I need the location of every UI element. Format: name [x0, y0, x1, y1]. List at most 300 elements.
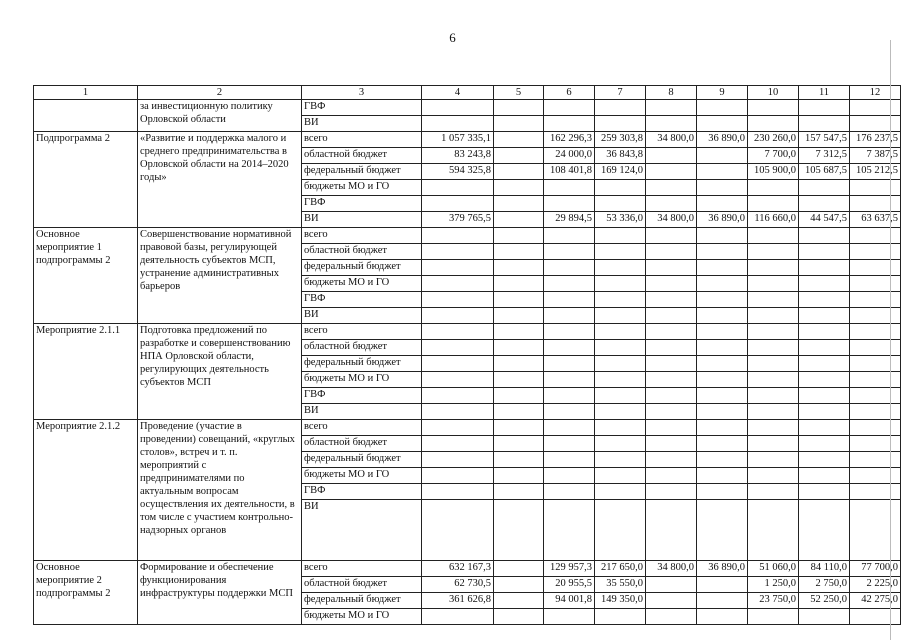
amount-cell — [799, 468, 850, 484]
amount-cell — [422, 340, 494, 356]
amount-cell — [748, 116, 799, 132]
table-row — [34, 100, 901, 116]
amount-cell — [494, 561, 544, 577]
header-row — [34, 86, 901, 100]
amount-cell — [850, 404, 901, 420]
amount-cell — [422, 180, 494, 196]
amount-cell — [595, 276, 646, 292]
amount-cell — [494, 609, 544, 625]
funding-source: федеральный бюджет — [302, 260, 422, 276]
amount-cell — [494, 500, 544, 561]
column-header-5: 5 — [494, 86, 544, 100]
amount-cell — [748, 372, 799, 388]
amount-cell — [646, 308, 697, 324]
amount-cell — [544, 609, 595, 625]
funding-source: бюджеты МО и ГО — [302, 276, 422, 292]
program-name: Мероприятие 2.1.2 — [34, 420, 138, 561]
funding-source: ГВФ — [302, 484, 422, 500]
amount-cell — [595, 260, 646, 276]
amount-cell: 157 547,5 — [799, 132, 850, 148]
amount-cell — [697, 340, 748, 356]
amount-cell — [799, 180, 850, 196]
funding-source: ВИ — [302, 212, 422, 228]
column-header-10: 10 — [748, 86, 799, 100]
amount-cell — [850, 180, 901, 196]
amount-cell — [494, 436, 544, 452]
amount-cell — [697, 468, 748, 484]
amount-cell: 176 237,5 — [850, 132, 901, 148]
amount-cell — [748, 180, 799, 196]
amount-cell — [422, 324, 494, 340]
amount-cell — [748, 404, 799, 420]
amount-cell — [748, 244, 799, 260]
amount-cell — [595, 340, 646, 356]
amount-cell: 44 547,5 — [799, 212, 850, 228]
amount-cell — [646, 148, 697, 164]
amount-cell — [799, 420, 850, 436]
amount-cell: 162 296,3 — [544, 132, 595, 148]
amount-cell — [646, 500, 697, 561]
amount-cell — [494, 196, 544, 212]
amount-cell — [799, 436, 850, 452]
funding-source: федеральный бюджет — [302, 164, 422, 180]
amount-cell — [422, 292, 494, 308]
funding-source: ГВФ — [302, 388, 422, 404]
amount-cell — [697, 244, 748, 260]
amount-cell: 34 800,0 — [646, 561, 697, 577]
amount-cell — [697, 180, 748, 196]
amount-cell: 105 212,5 — [850, 164, 901, 180]
column-header-11: 11 — [799, 86, 850, 100]
amount-cell: 35 550,0 — [595, 577, 646, 593]
amount-cell — [697, 324, 748, 340]
amount-cell — [422, 484, 494, 500]
amount-cell: 23 750,0 — [748, 593, 799, 609]
amount-cell — [748, 308, 799, 324]
amount-cell — [646, 244, 697, 260]
amount-cell — [799, 404, 850, 420]
amount-cell — [799, 452, 850, 468]
table-row — [34, 420, 901, 436]
amount-cell — [422, 452, 494, 468]
amount-cell — [646, 388, 697, 404]
amount-cell — [748, 388, 799, 404]
amount-cell — [544, 196, 595, 212]
amount-cell — [646, 196, 697, 212]
amount-cell — [595, 609, 646, 625]
amount-cell — [850, 276, 901, 292]
amount-cell — [494, 148, 544, 164]
table-row — [34, 561, 901, 577]
amount-cell — [850, 436, 901, 452]
amount-cell — [799, 244, 850, 260]
amount-cell: 53 336,0 — [595, 212, 646, 228]
amount-cell — [494, 228, 544, 244]
amount-cell — [422, 468, 494, 484]
amount-cell — [544, 404, 595, 420]
amount-cell — [697, 228, 748, 244]
amount-cell: 632 167,3 — [422, 561, 494, 577]
amount-cell — [850, 196, 901, 212]
funding-source: ГВФ — [302, 100, 422, 116]
amount-cell — [494, 180, 544, 196]
amount-cell: 34 800,0 — [646, 132, 697, 148]
amount-cell — [494, 244, 544, 260]
amount-cell: 77 700,0 — [850, 561, 901, 577]
amount-cell — [646, 100, 697, 116]
amount-cell — [494, 484, 544, 500]
funding-source: областной бюджет — [302, 244, 422, 260]
amount-cell — [422, 100, 494, 116]
funding-source: областной бюджет — [302, 340, 422, 356]
amount-cell — [748, 340, 799, 356]
amount-cell — [697, 372, 748, 388]
amount-cell: 7 312,5 — [799, 148, 850, 164]
amount-cell — [595, 244, 646, 260]
amount-cell — [646, 340, 697, 356]
amount-cell — [646, 404, 697, 420]
amount-cell — [422, 388, 494, 404]
amount-cell — [748, 500, 799, 561]
amount-cell — [697, 100, 748, 116]
amount-cell — [422, 356, 494, 372]
amount-cell — [544, 340, 595, 356]
amount-cell — [595, 452, 646, 468]
amount-cell — [748, 468, 799, 484]
amount-cell — [544, 500, 595, 561]
amount-cell — [544, 180, 595, 196]
amount-cell — [850, 484, 901, 500]
amount-cell — [646, 164, 697, 180]
funding-source: всего — [302, 228, 422, 244]
amount-cell: 230 260,0 — [748, 132, 799, 148]
amount-cell — [697, 452, 748, 468]
amount-cell: 7 387,5 — [850, 148, 901, 164]
amount-cell: 594 325,8 — [422, 164, 494, 180]
amount-cell — [799, 116, 850, 132]
amount-cell — [494, 452, 544, 468]
amount-cell — [544, 452, 595, 468]
amount-cell: 217 650,0 — [595, 561, 646, 577]
program-name — [34, 100, 138, 132]
program-description: Проведение (участие в проведении) совещаний, «круглых столов», встреч и т. п. мероприятий с предпринимателями по актуальным вопросам осуществления их деятельности, в том числе с участием контрольно-надзорных органов — [138, 420, 302, 561]
amount-cell: 24 000,0 — [544, 148, 595, 164]
page-number: 6 — [449, 30, 456, 45]
amount-cell — [422, 420, 494, 436]
amount-cell — [697, 593, 748, 609]
amount-cell — [697, 164, 748, 180]
amount-cell — [494, 276, 544, 292]
amount-cell: 105 687,5 — [799, 164, 850, 180]
program-name: Подпрограмма 2 — [34, 132, 138, 228]
amount-cell — [544, 436, 595, 452]
amount-cell: 83 243,8 — [422, 148, 494, 164]
amount-cell — [646, 372, 697, 388]
funding-source: областной бюджет — [302, 148, 422, 164]
program-description: Подготовка предложений по разработке и совершенствованию НПА Орловской области, регулирующих деятельность субъектов МСП — [138, 324, 302, 420]
amount-cell — [422, 196, 494, 212]
amount-cell: 361 626,8 — [422, 593, 494, 609]
amount-cell — [748, 260, 799, 276]
funding-source: бюджеты МО и ГО — [302, 372, 422, 388]
amount-cell — [422, 436, 494, 452]
amount-cell — [748, 292, 799, 308]
amount-cell — [799, 340, 850, 356]
amount-cell — [697, 196, 748, 212]
amount-cell — [748, 484, 799, 500]
program-description: «Развитие и поддержка малого и среднего предпринимательства в Орловской области на 2014–2020 годы» — [138, 132, 302, 228]
amount-cell — [697, 276, 748, 292]
amount-cell — [799, 308, 850, 324]
amount-cell: 20 955,5 — [544, 577, 595, 593]
amount-cell — [494, 388, 544, 404]
amount-cell — [646, 593, 697, 609]
funding-source: бюджеты МО и ГО — [302, 180, 422, 196]
amount-cell — [748, 196, 799, 212]
amount-cell — [595, 436, 646, 452]
amount-cell — [697, 484, 748, 500]
amount-cell — [748, 324, 799, 340]
column-header-4: 4 — [422, 86, 494, 100]
amount-cell — [422, 609, 494, 625]
column-header-12: 12 — [850, 86, 901, 100]
amount-cell — [544, 260, 595, 276]
amount-cell: 84 110,0 — [799, 561, 850, 577]
funding-source: областной бюджет — [302, 577, 422, 593]
amount-cell — [748, 609, 799, 625]
amount-cell — [799, 276, 850, 292]
amount-cell — [850, 420, 901, 436]
funding-source: бюджеты МО и ГО — [302, 609, 422, 625]
amount-cell — [544, 116, 595, 132]
amount-cell — [494, 593, 544, 609]
amount-cell — [697, 404, 748, 420]
amount-cell — [850, 500, 901, 561]
amount-cell — [544, 292, 595, 308]
program-name: Основное мероприятие 2 подпрограммы 2 — [34, 561, 138, 625]
amount-cell: 116 660,0 — [748, 212, 799, 228]
amount-cell — [494, 404, 544, 420]
amount-cell — [494, 577, 544, 593]
column-header-1: 1 — [34, 86, 138, 100]
amount-cell — [799, 260, 850, 276]
program-description: за инвестиционную политику Орловской области — [138, 100, 302, 132]
amount-cell: 7 700,0 — [748, 148, 799, 164]
amount-cell — [422, 276, 494, 292]
funding-source: всего — [302, 561, 422, 577]
amount-cell — [646, 260, 697, 276]
column-header-2: 2 — [138, 86, 302, 100]
amount-cell — [595, 500, 646, 561]
page-edge-line — [890, 40, 891, 640]
amount-cell — [799, 500, 850, 561]
funding-source: ВИ — [302, 404, 422, 420]
amount-cell: 62 730,5 — [422, 577, 494, 593]
amount-cell — [850, 292, 901, 308]
amount-cell — [595, 116, 646, 132]
amount-cell — [544, 388, 595, 404]
amount-cell — [646, 436, 697, 452]
amount-cell — [595, 100, 646, 116]
funding-table — [33, 85, 901, 625]
amount-cell — [850, 340, 901, 356]
amount-cell — [748, 356, 799, 372]
amount-cell — [595, 388, 646, 404]
amount-cell — [850, 228, 901, 244]
funding-source: областной бюджет — [302, 436, 422, 452]
amount-cell — [850, 356, 901, 372]
amount-cell — [697, 292, 748, 308]
amount-cell: 36 843,8 — [595, 148, 646, 164]
amount-cell — [595, 356, 646, 372]
amount-cell — [799, 228, 850, 244]
amount-cell — [850, 609, 901, 625]
amount-cell: 379 765,5 — [422, 212, 494, 228]
column-header-3: 3 — [302, 86, 422, 100]
amount-cell — [544, 468, 595, 484]
amount-cell — [494, 340, 544, 356]
funding-source: федеральный бюджет — [302, 452, 422, 468]
amount-cell — [595, 308, 646, 324]
amount-cell — [697, 577, 748, 593]
amount-cell: 63 637,5 — [850, 212, 901, 228]
amount-cell — [697, 436, 748, 452]
amount-cell — [494, 420, 544, 436]
funding-source: всего — [302, 324, 422, 340]
amount-cell — [697, 260, 748, 276]
amount-cell — [494, 164, 544, 180]
amount-cell — [850, 372, 901, 388]
amount-cell — [646, 452, 697, 468]
amount-cell — [799, 609, 850, 625]
amount-cell — [850, 116, 901, 132]
amount-cell — [544, 484, 595, 500]
amount-cell — [646, 468, 697, 484]
table-row — [34, 132, 901, 148]
amount-cell — [422, 404, 494, 420]
amount-cell: 1 250,0 — [748, 577, 799, 593]
amount-cell — [595, 484, 646, 500]
amount-cell — [748, 100, 799, 116]
column-header-9: 9 — [697, 86, 748, 100]
table-row — [34, 228, 901, 244]
amount-cell — [697, 148, 748, 164]
amount-cell — [697, 116, 748, 132]
column-header-8: 8 — [646, 86, 697, 100]
amount-cell — [799, 196, 850, 212]
amount-cell: 1 057 335,1 — [422, 132, 494, 148]
amount-cell: 105 900,0 — [748, 164, 799, 180]
amount-cell — [646, 276, 697, 292]
amount-cell — [544, 308, 595, 324]
amount-cell — [646, 577, 697, 593]
amount-cell: 94 001,8 — [544, 593, 595, 609]
amount-cell: 108 401,8 — [544, 164, 595, 180]
amount-cell — [646, 180, 697, 196]
amount-cell — [850, 308, 901, 324]
amount-cell — [646, 356, 697, 372]
amount-cell — [697, 388, 748, 404]
amount-cell: 36 890,0 — [697, 132, 748, 148]
amount-cell — [646, 116, 697, 132]
amount-cell — [422, 228, 494, 244]
amount-cell: 42 275,0 — [850, 593, 901, 609]
amount-cell — [646, 420, 697, 436]
amount-cell — [422, 244, 494, 260]
amount-cell — [850, 468, 901, 484]
amount-cell — [646, 292, 697, 308]
amount-cell: 36 890,0 — [697, 212, 748, 228]
amount-cell — [799, 356, 850, 372]
amount-cell — [494, 116, 544, 132]
amount-cell — [494, 308, 544, 324]
amount-cell: 259 303,8 — [595, 132, 646, 148]
funding-source: федеральный бюджет — [302, 356, 422, 372]
amount-cell — [595, 324, 646, 340]
amount-cell — [799, 484, 850, 500]
funding-source: всего — [302, 420, 422, 436]
amount-cell — [595, 404, 646, 420]
funding-source: ВИ — [302, 308, 422, 324]
column-header-6: 6 — [544, 86, 595, 100]
table-row — [34, 324, 901, 340]
amount-cell — [646, 228, 697, 244]
amount-cell: 51 060,0 — [748, 561, 799, 577]
amount-cell — [646, 609, 697, 625]
amount-cell — [697, 308, 748, 324]
amount-cell — [494, 260, 544, 276]
amount-cell — [544, 100, 595, 116]
amount-cell: 52 250,0 — [799, 593, 850, 609]
amount-cell — [697, 420, 748, 436]
amount-cell: 169 124,0 — [595, 164, 646, 180]
program-description: Совершенствование нормативной правовой базы, регулирующей деятельность субъектов МСП, устранение административных барьеров — [138, 228, 302, 324]
funding-source: всего — [302, 132, 422, 148]
amount-cell — [799, 388, 850, 404]
funding-source: бюджеты МО и ГО — [302, 468, 422, 484]
amount-cell — [595, 196, 646, 212]
amount-cell — [595, 372, 646, 388]
amount-cell — [544, 324, 595, 340]
amount-cell — [422, 116, 494, 132]
amount-cell — [799, 100, 850, 116]
amount-cell — [595, 292, 646, 308]
program-name: Мероприятие 2.1.1 — [34, 324, 138, 420]
amount-cell — [748, 228, 799, 244]
amount-cell — [494, 132, 544, 148]
program-name: Основное мероприятие 1 подпрограммы 2 — [34, 228, 138, 324]
amount-cell — [850, 100, 901, 116]
amount-cell — [494, 292, 544, 308]
amount-cell — [494, 212, 544, 228]
amount-cell — [595, 468, 646, 484]
amount-cell — [850, 452, 901, 468]
amount-cell — [494, 100, 544, 116]
amount-cell — [850, 260, 901, 276]
amount-cell — [799, 372, 850, 388]
amount-cell — [748, 452, 799, 468]
amount-cell — [697, 500, 748, 561]
amount-cell — [544, 372, 595, 388]
amount-cell: 29 894,5 — [544, 212, 595, 228]
amount-cell — [544, 276, 595, 292]
amount-cell — [748, 420, 799, 436]
funding-source: ГВФ — [302, 196, 422, 212]
amount-cell — [799, 324, 850, 340]
amount-cell — [494, 468, 544, 484]
amount-cell — [422, 372, 494, 388]
program-description: Формирование и обеспечение функционирования инфраструктуры поддержки МСП — [138, 561, 302, 625]
